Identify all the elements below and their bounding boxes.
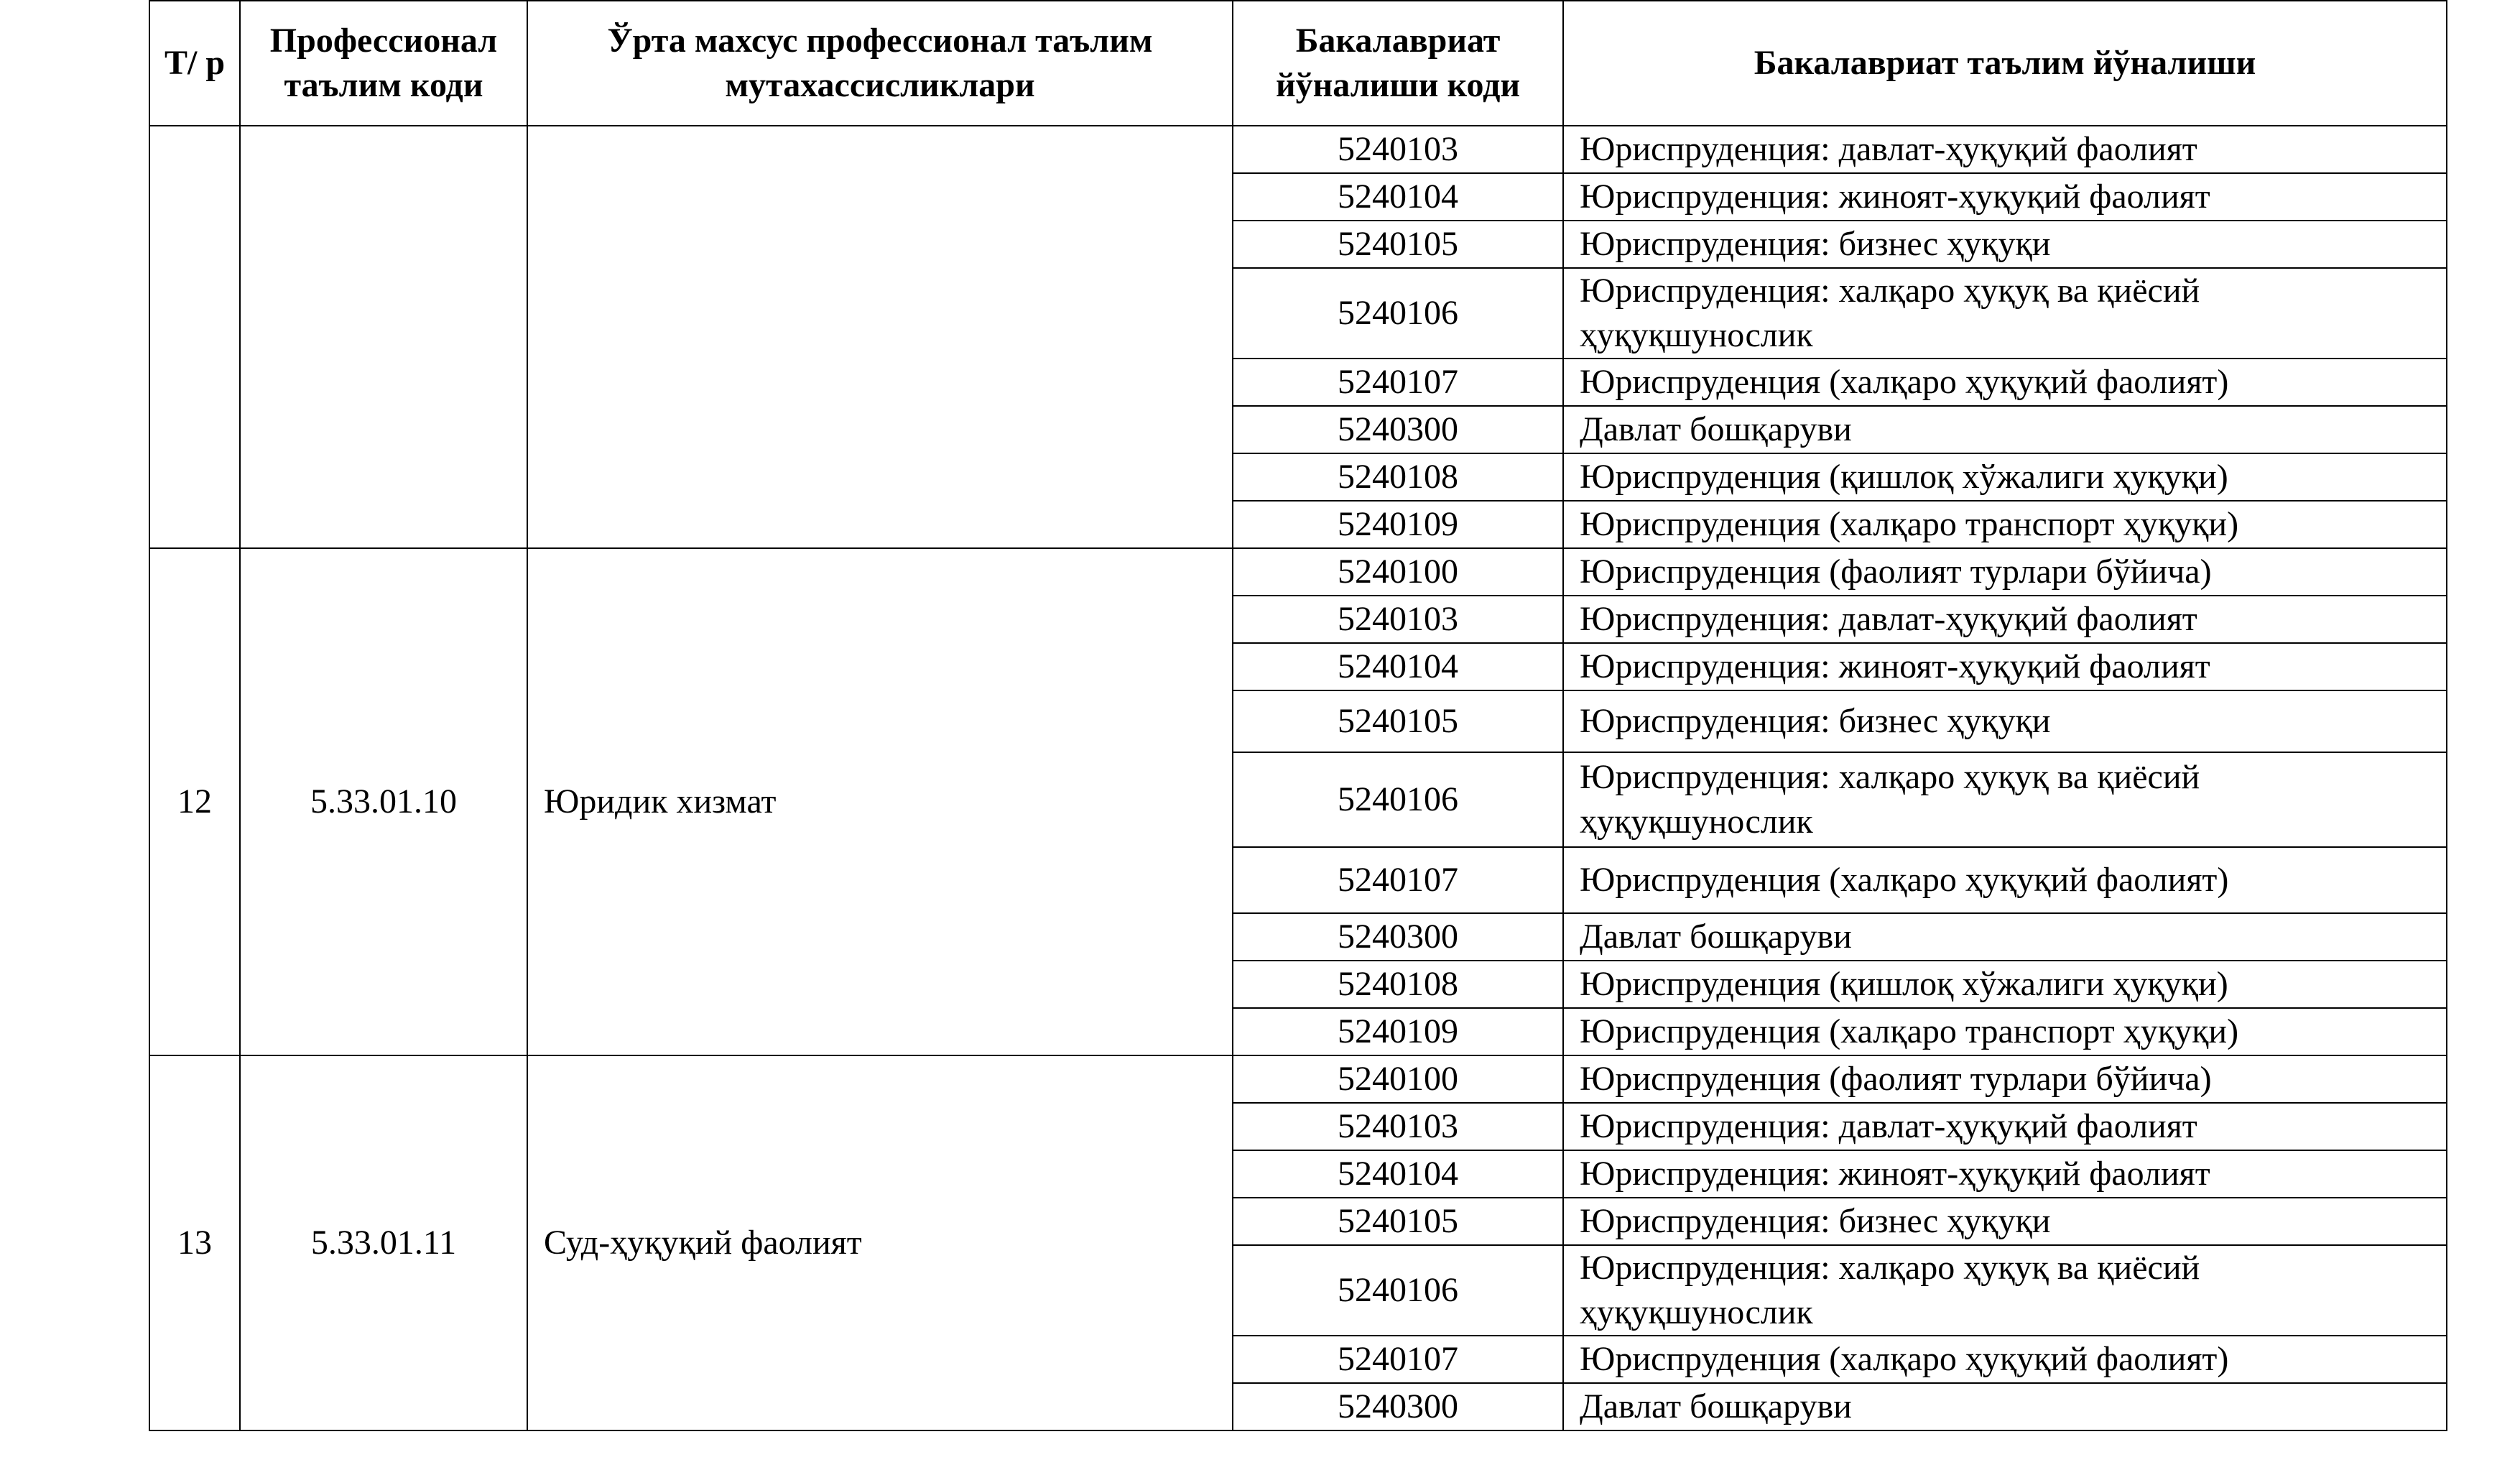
cell-bach-name: Юриспруденция: давлат-ҳуқуқий фаолият	[1563, 1103, 2447, 1150]
cell-bach-code: 5240300	[1233, 406, 1563, 453]
cell-bach-name: Юриспруденция (халқаро ҳуқуқий фаолият)	[1563, 847, 2447, 913]
cell-bach-name: Юриспруденция: жиноят-ҳуқуқий фаолият	[1563, 643, 2447, 690]
cell-bach-code: 5240105	[1233, 690, 1563, 752]
table-body	[149, 126, 2447, 1430]
cell-bach-name: Юриспруденция: бизнес ҳуқуқи	[1563, 1198, 2447, 1245]
cell-bach-name: Юриспруденция: жиноят-ҳуқуқий фаолият	[1563, 1150, 2447, 1198]
cell-bach-name: Юриспруденция: халқаро ҳуқуқ ва қиёсий ҳуқуқшунослик	[1563, 1245, 2447, 1336]
cell-bach-code: 5240107	[1233, 847, 1563, 913]
cell-specialty	[527, 126, 1233, 548]
cell-bach-code: 5240103	[1233, 1103, 1563, 1150]
cell-specialty: Суд-ҳуқуқий фаолият	[527, 1055, 1233, 1430]
cell-bach-code: 5240103	[1233, 126, 1563, 173]
cell-bach-name: Юриспруденция: халқаро ҳуқуқ ва қиёсий ҳуқуқшунослик	[1563, 752, 2447, 847]
cell-bach-code: 5240107	[1233, 1336, 1563, 1383]
cell-bach-code: 5240107	[1233, 359, 1563, 406]
header-bach-code: Бакалавриат йўналиши коди	[1233, 1, 1563, 126]
cell-bach-name: Давлат бошқаруви	[1563, 406, 2447, 453]
cell-prof-code	[240, 126, 527, 548]
cell-bach-code: 5240104	[1233, 1150, 1563, 1198]
header-row	[149, 1, 2447, 126]
cell-prof-code: 5.33.01.11	[240, 1055, 527, 1430]
header-specialty: Ўрта махсус профессионал таълим мутахассисликлари	[527, 1, 1233, 126]
cell-bach-name: Юриспруденция: давлат-ҳуқуқий фаолият	[1563, 126, 2447, 173]
cell-bach-name: Юриспруденция (халқаро ҳуқуқий фаолият)	[1563, 359, 2447, 406]
table-row	[149, 126, 2447, 173]
header-bach-name: Бакалавриат таълим йўналиши	[1563, 1, 2447, 126]
cell-bach-name: Юриспруденция (қишлоқ хўжалиги ҳуқуқи)	[1563, 961, 2447, 1008]
cell-num: 13	[149, 1055, 240, 1430]
cell-bach-name: Юриспруденция (фаолият турлари бўйича)	[1563, 1055, 2447, 1103]
cell-bach-code: 5240108	[1233, 453, 1563, 501]
cell-bach-code: 5240109	[1233, 1008, 1563, 1055]
specialties-table	[149, 0, 2447, 1431]
header-num: Т/ р	[149, 1, 240, 126]
cell-bach-name: Юриспруденция (фаолият турлари бўйича)	[1563, 548, 2447, 596]
cell-bach-code: 5240108	[1233, 961, 1563, 1008]
cell-bach-code: 5240300	[1233, 913, 1563, 961]
cell-bach-name: Юриспруденция (халқаро транспорт ҳуқуқи)	[1563, 501, 2447, 548]
cell-bach-name: Юриспруденция (қишлоқ хўжалиги ҳуқуқи)	[1563, 453, 2447, 501]
cell-num: 12	[149, 548, 240, 1055]
cell-bach-code: 5240105	[1233, 1198, 1563, 1245]
cell-bach-code: 5240106	[1233, 1245, 1563, 1336]
cell-bach-code: 5240103	[1233, 596, 1563, 643]
cell-bach-name: Давлат бошқаруви	[1563, 913, 2447, 961]
cell-bach-code: 5240104	[1233, 643, 1563, 690]
cell-bach-name: Юриспруденция (халқаро ҳуқуқий фаолият)	[1563, 1336, 2447, 1383]
cell-bach-name: Давлат бошқаруви	[1563, 1383, 2447, 1430]
cell-bach-code: 5240106	[1233, 268, 1563, 359]
table-header	[149, 1, 2447, 126]
cell-bach-code: 5240104	[1233, 173, 1563, 221]
cell-bach-name: Юриспруденция (халқаро транспорт ҳуқуқи)	[1563, 1008, 2447, 1055]
cell-bach-code: 5240105	[1233, 221, 1563, 268]
cell-num	[149, 126, 240, 548]
cell-bach-code: 5240100	[1233, 1055, 1563, 1103]
cell-bach-name: Юриспруденция: халқаро ҳуқуқ ва қиёсий ҳуқуқшунослик	[1563, 268, 2447, 359]
cell-bach-name: Юриспруденция: бизнес ҳуқуқи	[1563, 690, 2447, 752]
cell-bach-code: 5240300	[1233, 1383, 1563, 1430]
cell-specialty: Юридик хизмат	[527, 548, 1233, 1055]
table-row	[149, 1055, 2447, 1103]
cell-bach-name: Юриспруденция: жиноят-ҳуқуқий фаолият	[1563, 173, 2447, 221]
cell-bach-name: Юриспруденция: бизнес ҳуқуқи	[1563, 221, 2447, 268]
header-prof-code: Профессионал таълим коди	[240, 1, 527, 126]
cell-bach-code: 5240109	[1233, 501, 1563, 548]
table-row	[149, 548, 2447, 596]
cell-bach-code: 5240100	[1233, 548, 1563, 596]
cell-bach-name: Юриспруденция: давлат-ҳуқуқий фаолият	[1563, 596, 2447, 643]
cell-bach-code: 5240106	[1233, 752, 1563, 847]
cell-prof-code: 5.33.01.10	[240, 548, 527, 1055]
